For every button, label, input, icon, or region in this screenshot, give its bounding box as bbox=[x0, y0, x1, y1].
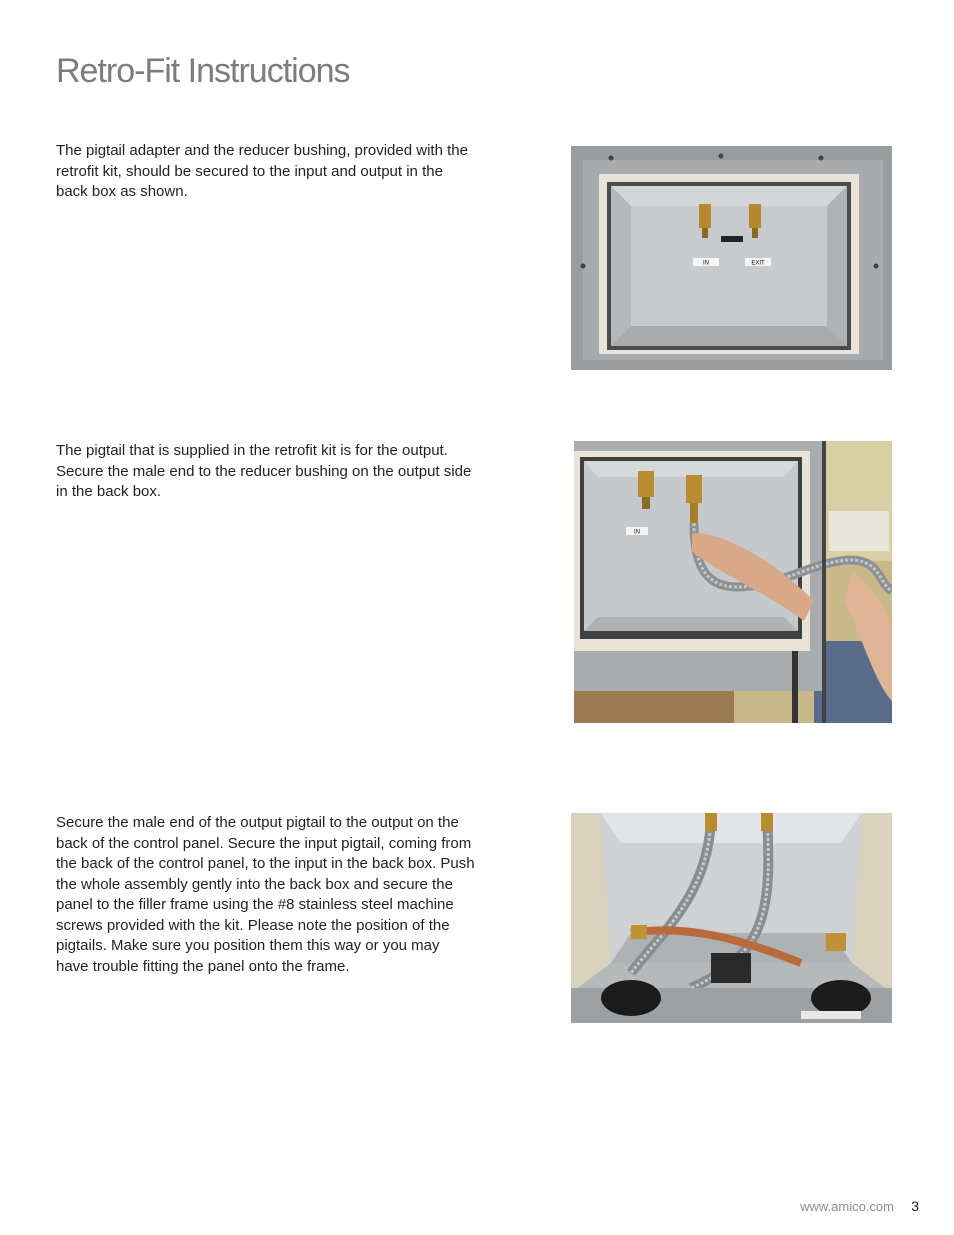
step-2-text: The pigtail that is supplied in the retrofit kit is for the output. Secure the male end to the reducer bushing on the output side in the back box. bbox=[56, 442, 472, 500]
step-1-text: The pigtail adapter and the reducer bushing, provided with the retrofit kit, should be secured to the input and output in the back box as shown. bbox=[56, 142, 468, 200]
step-2-photo bbox=[574, 441, 892, 723]
footer-url: www.amico.com bbox=[800, 1199, 894, 1214]
step-2-label-in: IN bbox=[634, 529, 640, 536]
step-1-label-exit: EXIT bbox=[751, 260, 765, 267]
page-title: Retro-Fit Instructions bbox=[56, 52, 350, 90]
page-number: 3 bbox=[911, 1198, 919, 1214]
step-1-photo bbox=[571, 146, 892, 370]
step-3-photo bbox=[571, 813, 892, 1023]
step-1-label-in: IN bbox=[703, 260, 709, 267]
step-3-text: Secure the male end of the output pigtail to the output on the back of the control panel. Secure the input pigtail, coming from the back of the control panel, to the input in the back box. Push the whole assembly gently into the back box and secure the panel to the filler frame using the #8 stainless steel machine screws provided with the kit. Please note the position of the pigtails. Make sure you position them this way or you may have trouble fitting the panel onto the frame. bbox=[56, 814, 475, 975]
